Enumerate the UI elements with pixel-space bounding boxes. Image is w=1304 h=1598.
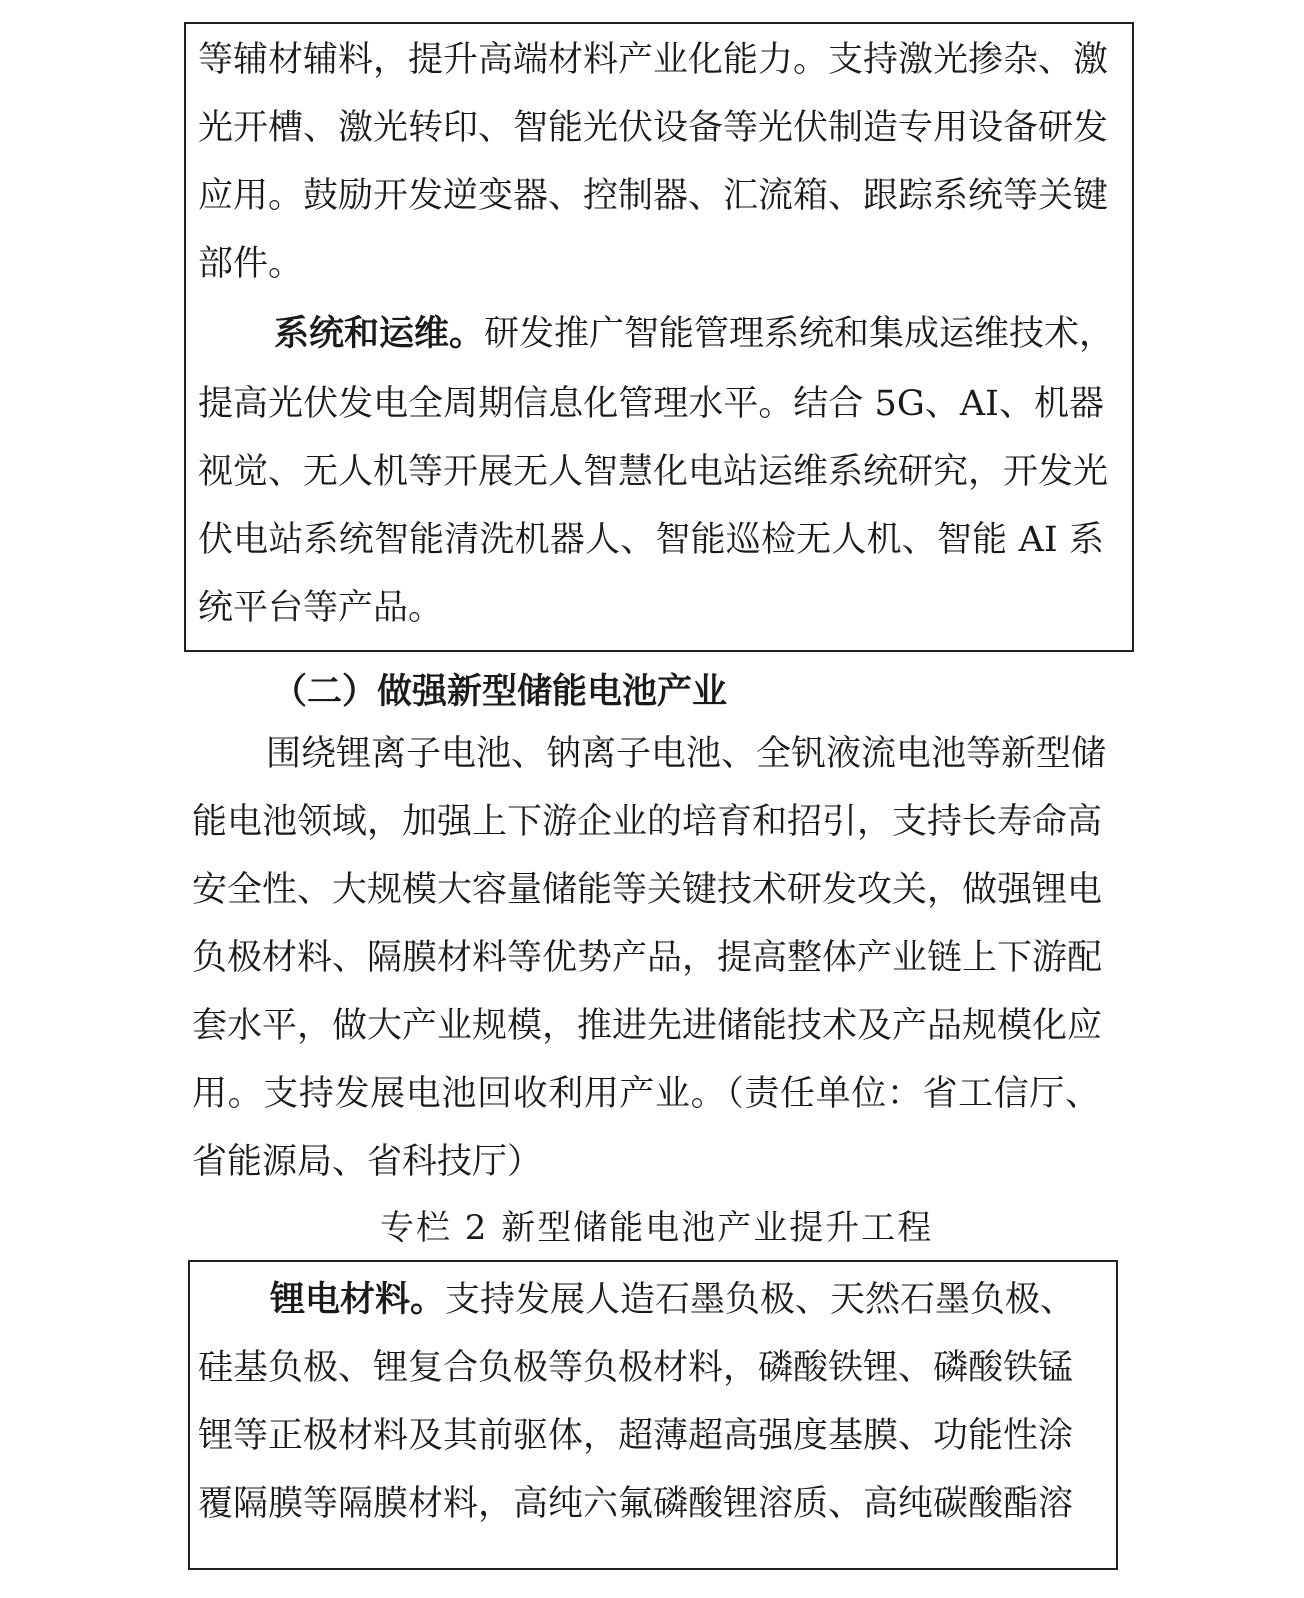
body-line-2: 能电池领域，加强上下游企业的培育和招引，支持长寿命高 [192, 802, 1103, 842]
body-line-5: 套水平，做大产业规模，推进先进储能技术及产品规模化应 [192, 1006, 1103, 1046]
column-caption: 专栏 2 新型储能电池产业提升工程 [380, 1208, 934, 1248]
body-line-3: 安全性、大规模大容量储能等关键技术研发攻关，做强锂电 [192, 870, 1103, 910]
box1-para2-line1-rest: 研发推广智能管理系统和集成运维技术， [484, 314, 1115, 354]
box1-para2-first-line [274, 312, 1115, 356]
box1-line-2: 光开槽、激光转印、智能光伏设备等光伏制造专用设备研发 [198, 108, 1109, 148]
box2-first-line [270, 1278, 1076, 1322]
box1-line-9: 统平台等产品。 [198, 588, 444, 628]
box2-line-2: 硅基负极、锂复合负极等负极材料，磷酸铁锂、磷酸铁锰 [198, 1348, 1074, 1388]
body-line-6: 用。支持发展电池回收利用产业。（责任单位：省工信厅、 [192, 1074, 1100, 1114]
box1-line-1: 等辅材辅料，提升高端材料产业化能力。支持激光掺杂、激 [198, 40, 1109, 80]
box2-lead: 锂电材料。 [270, 1279, 446, 1320]
box2-line-4: 覆隔膜等隔膜材料，高纯六氟磷酸锂溶质、高纯碳酸酯溶 [198, 1484, 1074, 1524]
body-line-4: 负极材料、隔膜材料等优势产品，提高整体产业链上下游配 [192, 938, 1103, 978]
body-line-7: 省能源局、省科技厅） [192, 1142, 543, 1182]
box1-para2-lead: 系统和运维。 [274, 313, 485, 354]
section-heading: （二）做强新型储能电池产业 [272, 671, 728, 712]
box1-line-8: 伏电站系统智能清洗机器人、智能巡检无人机、智能 AI 系 [198, 520, 1104, 560]
box1-line-6: 提高光伏发电全周期信息化管理水平。结合 5G、AI、机器 [198, 384, 1104, 424]
body-line-1: 围绕锂离子电池、钠离子电池、全钒液流电池等新型储 [266, 734, 1107, 774]
box2-line1-rest: 支持发展人造石墨负极、天然石墨负极、 [445, 1280, 1076, 1320]
box2-line-3: 锂等正极材料及其前驱体，超薄超高强度基膜、功能性涂 [198, 1416, 1074, 1456]
box1-line-7: 视觉、无人机等开展无人智慧化电站运维系统研究，开发光 [198, 452, 1109, 492]
box1-line-3: 应用。鼓励开发逆变器、控制器、汇流箱、跟踪系统等关键 [198, 176, 1109, 216]
box1-line-4: 部件。 [198, 244, 304, 284]
